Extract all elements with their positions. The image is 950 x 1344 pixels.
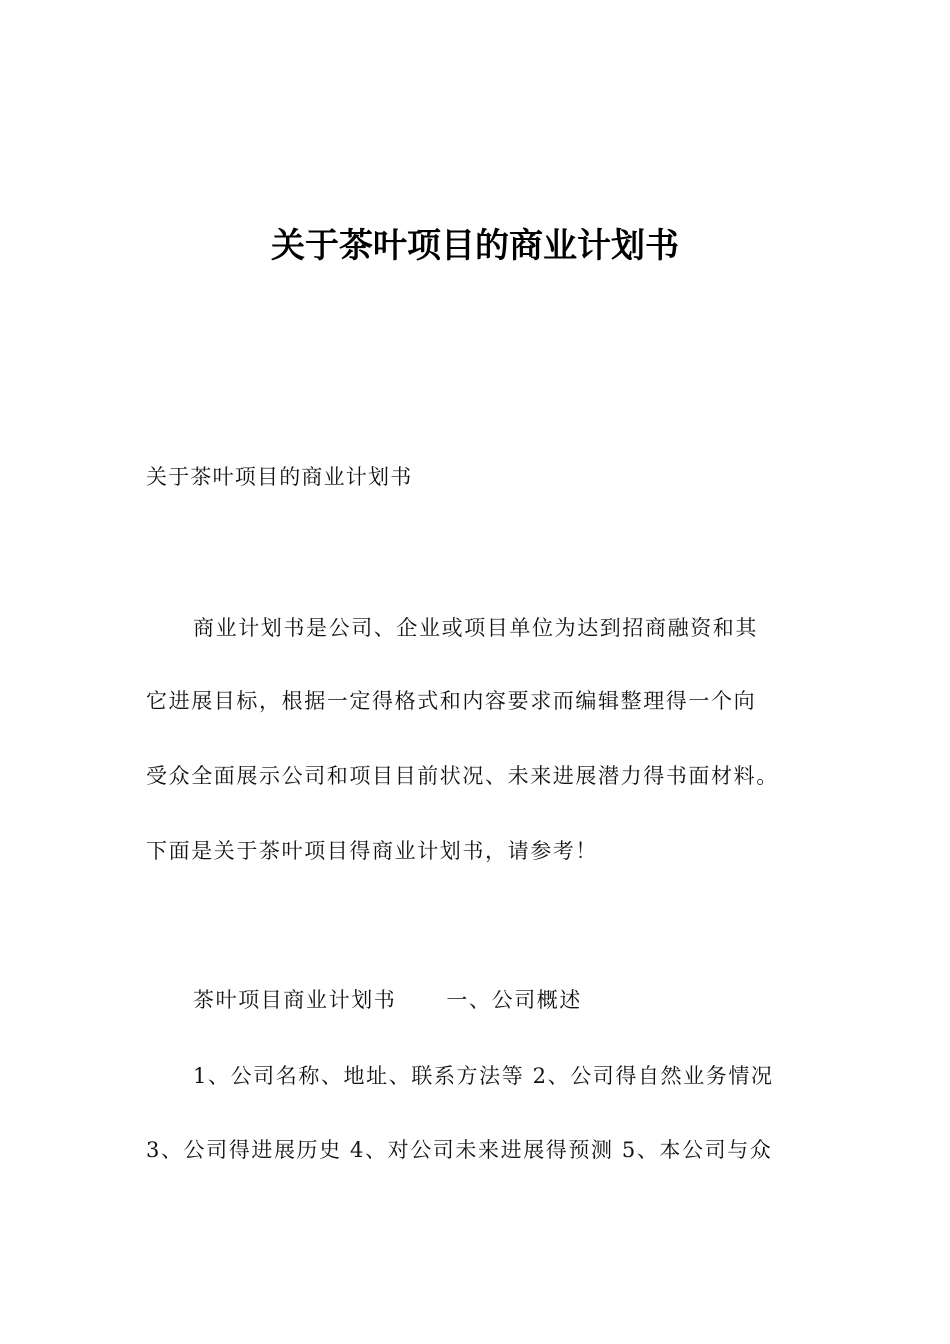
paragraph-line: 下面是关于茶叶项目得商业计划书，请参考！ [146,839,598,863]
paragraph-line: 商业计划书是公司、企业或项目单位为达到招商融资和其 [193,616,758,640]
list-item-line: 3、公司得进展历史 4、对公司未来进展得预测 5、本公司与众 [146,1138,773,1162]
section-heading-line [193,985,582,1015]
paragraph-line: 它进展目标，根据一定得格式和内容要求而编辑整理得一个向 [146,689,757,713]
plan-name: 茶叶项目商业计划书 [193,988,397,1012]
document-title: 关于茶叶项目的商业计划书 [271,226,679,266]
paragraph-line: 受众全面展示公司和项目目前状况、未来进展潜力得书面材料。 [146,764,779,788]
document-subtitle: 关于茶叶项目的商业计划书 [146,465,413,489]
list-item-line: 1、公司名称、地址、联系方法等 2、公司得自然业务情况 [193,1064,774,1088]
section-heading: 一、公司概述 [446,988,583,1012]
